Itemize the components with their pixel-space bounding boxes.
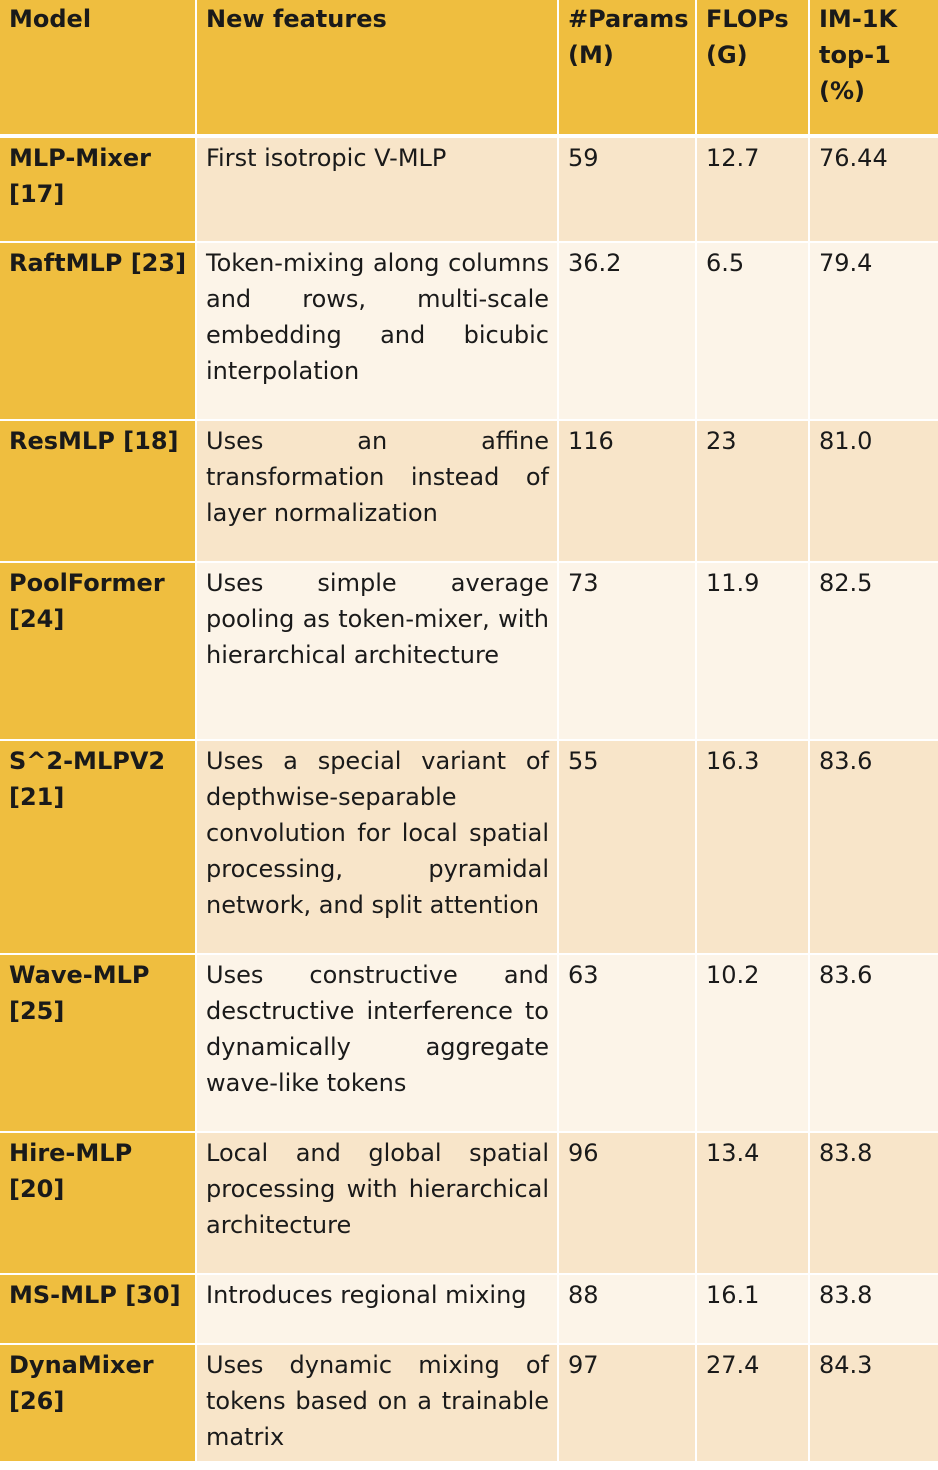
flops-cell: 10.2 [696,954,809,1132]
accuracy-cell: 83.6 [809,740,938,954]
flops-cell: 11.9 [696,562,809,740]
model-cell: MLP-Mixer [17] [0,136,196,242]
params-cell: 73 [558,562,696,740]
flops-cell: 12.7 [696,136,809,242]
model-cell: ResMLP [18] [0,420,196,562]
features-cell: Uses simple average pooling as token-mixer, with hierarchical architecture [196,562,558,740]
table-row [0,242,938,420]
flops-cell: 6.5 [696,242,809,420]
model-cell: DynaMixer [26] [0,1344,196,1462]
header-flops: FLOPs (G) [696,0,809,136]
table-row [0,562,938,740]
model-cell: Wave-MLP [25] [0,954,196,1132]
model-cell: MS-MLP [30] [0,1274,196,1344]
flops-cell: 13.4 [696,1132,809,1274]
accuracy-cell: 76.44 [809,136,938,242]
params-cell: 36.2 [558,242,696,420]
accuracy-cell: 82.5 [809,562,938,740]
table-row [0,954,938,1132]
features-cell: Token-mixing along columns and rows, multi-scale embedding and bicubic interpolation [196,242,558,420]
model-cell: PoolFormer [24] [0,562,196,740]
params-cell: 97 [558,1344,696,1462]
header-model: Model [0,0,196,136]
header-features: New features [196,0,558,136]
flops-cell: 16.3 [696,740,809,954]
features-cell: Uses an affine transformation instead of layer normalization [196,420,558,562]
table-row [0,136,938,242]
table-row [0,1132,938,1274]
params-cell: 88 [558,1274,696,1344]
table-row [0,420,938,562]
features-cell: Local and global spatial processing with hierarchical architecture [196,1132,558,1274]
accuracy-cell: 84.3 [809,1344,938,1462]
accuracy-cell: 83.6 [809,954,938,1132]
accuracy-cell: 81.0 [809,420,938,562]
features-cell: Uses dynamic mixing of tokens based on a trainable matrix [196,1344,558,1462]
flops-cell: 23 [696,420,809,562]
params-cell: 55 [558,740,696,954]
model-cell: Hire-MLP [20] [0,1132,196,1274]
accuracy-cell: 83.8 [809,1274,938,1344]
accuracy-cell: 79.4 [809,242,938,420]
flops-cell: 27.4 [696,1344,809,1462]
params-cell: 63 [558,954,696,1132]
params-cell: 59 [558,136,696,242]
header-params: #Params (M) [558,0,696,136]
model-cell: RaftMLP [23] [0,242,196,420]
accuracy-cell: 83.8 [809,1132,938,1274]
features-cell: Introduces regional mixing [196,1274,558,1344]
table-row [0,740,938,954]
features-cell: Uses constructive and desctructive interference to dynamically aggregate wave-like tokens [196,954,558,1132]
features-cell: Uses a special variant of depthwise-separable convolution for local spatial processing, pyramidal network, and split attention [196,740,558,954]
params-cell: 96 [558,1132,696,1274]
model-cell: S^2-MLPV2 [21] [0,740,196,954]
header-accuracy: IM-1K top-1 (%) [809,0,938,136]
header-row [0,0,938,136]
flops-cell: 16.1 [696,1274,809,1344]
table-row [0,1274,938,1344]
features-cell: First isotropic V-MLP [196,136,558,242]
table-row [0,1344,938,1462]
params-cell: 116 [558,420,696,562]
